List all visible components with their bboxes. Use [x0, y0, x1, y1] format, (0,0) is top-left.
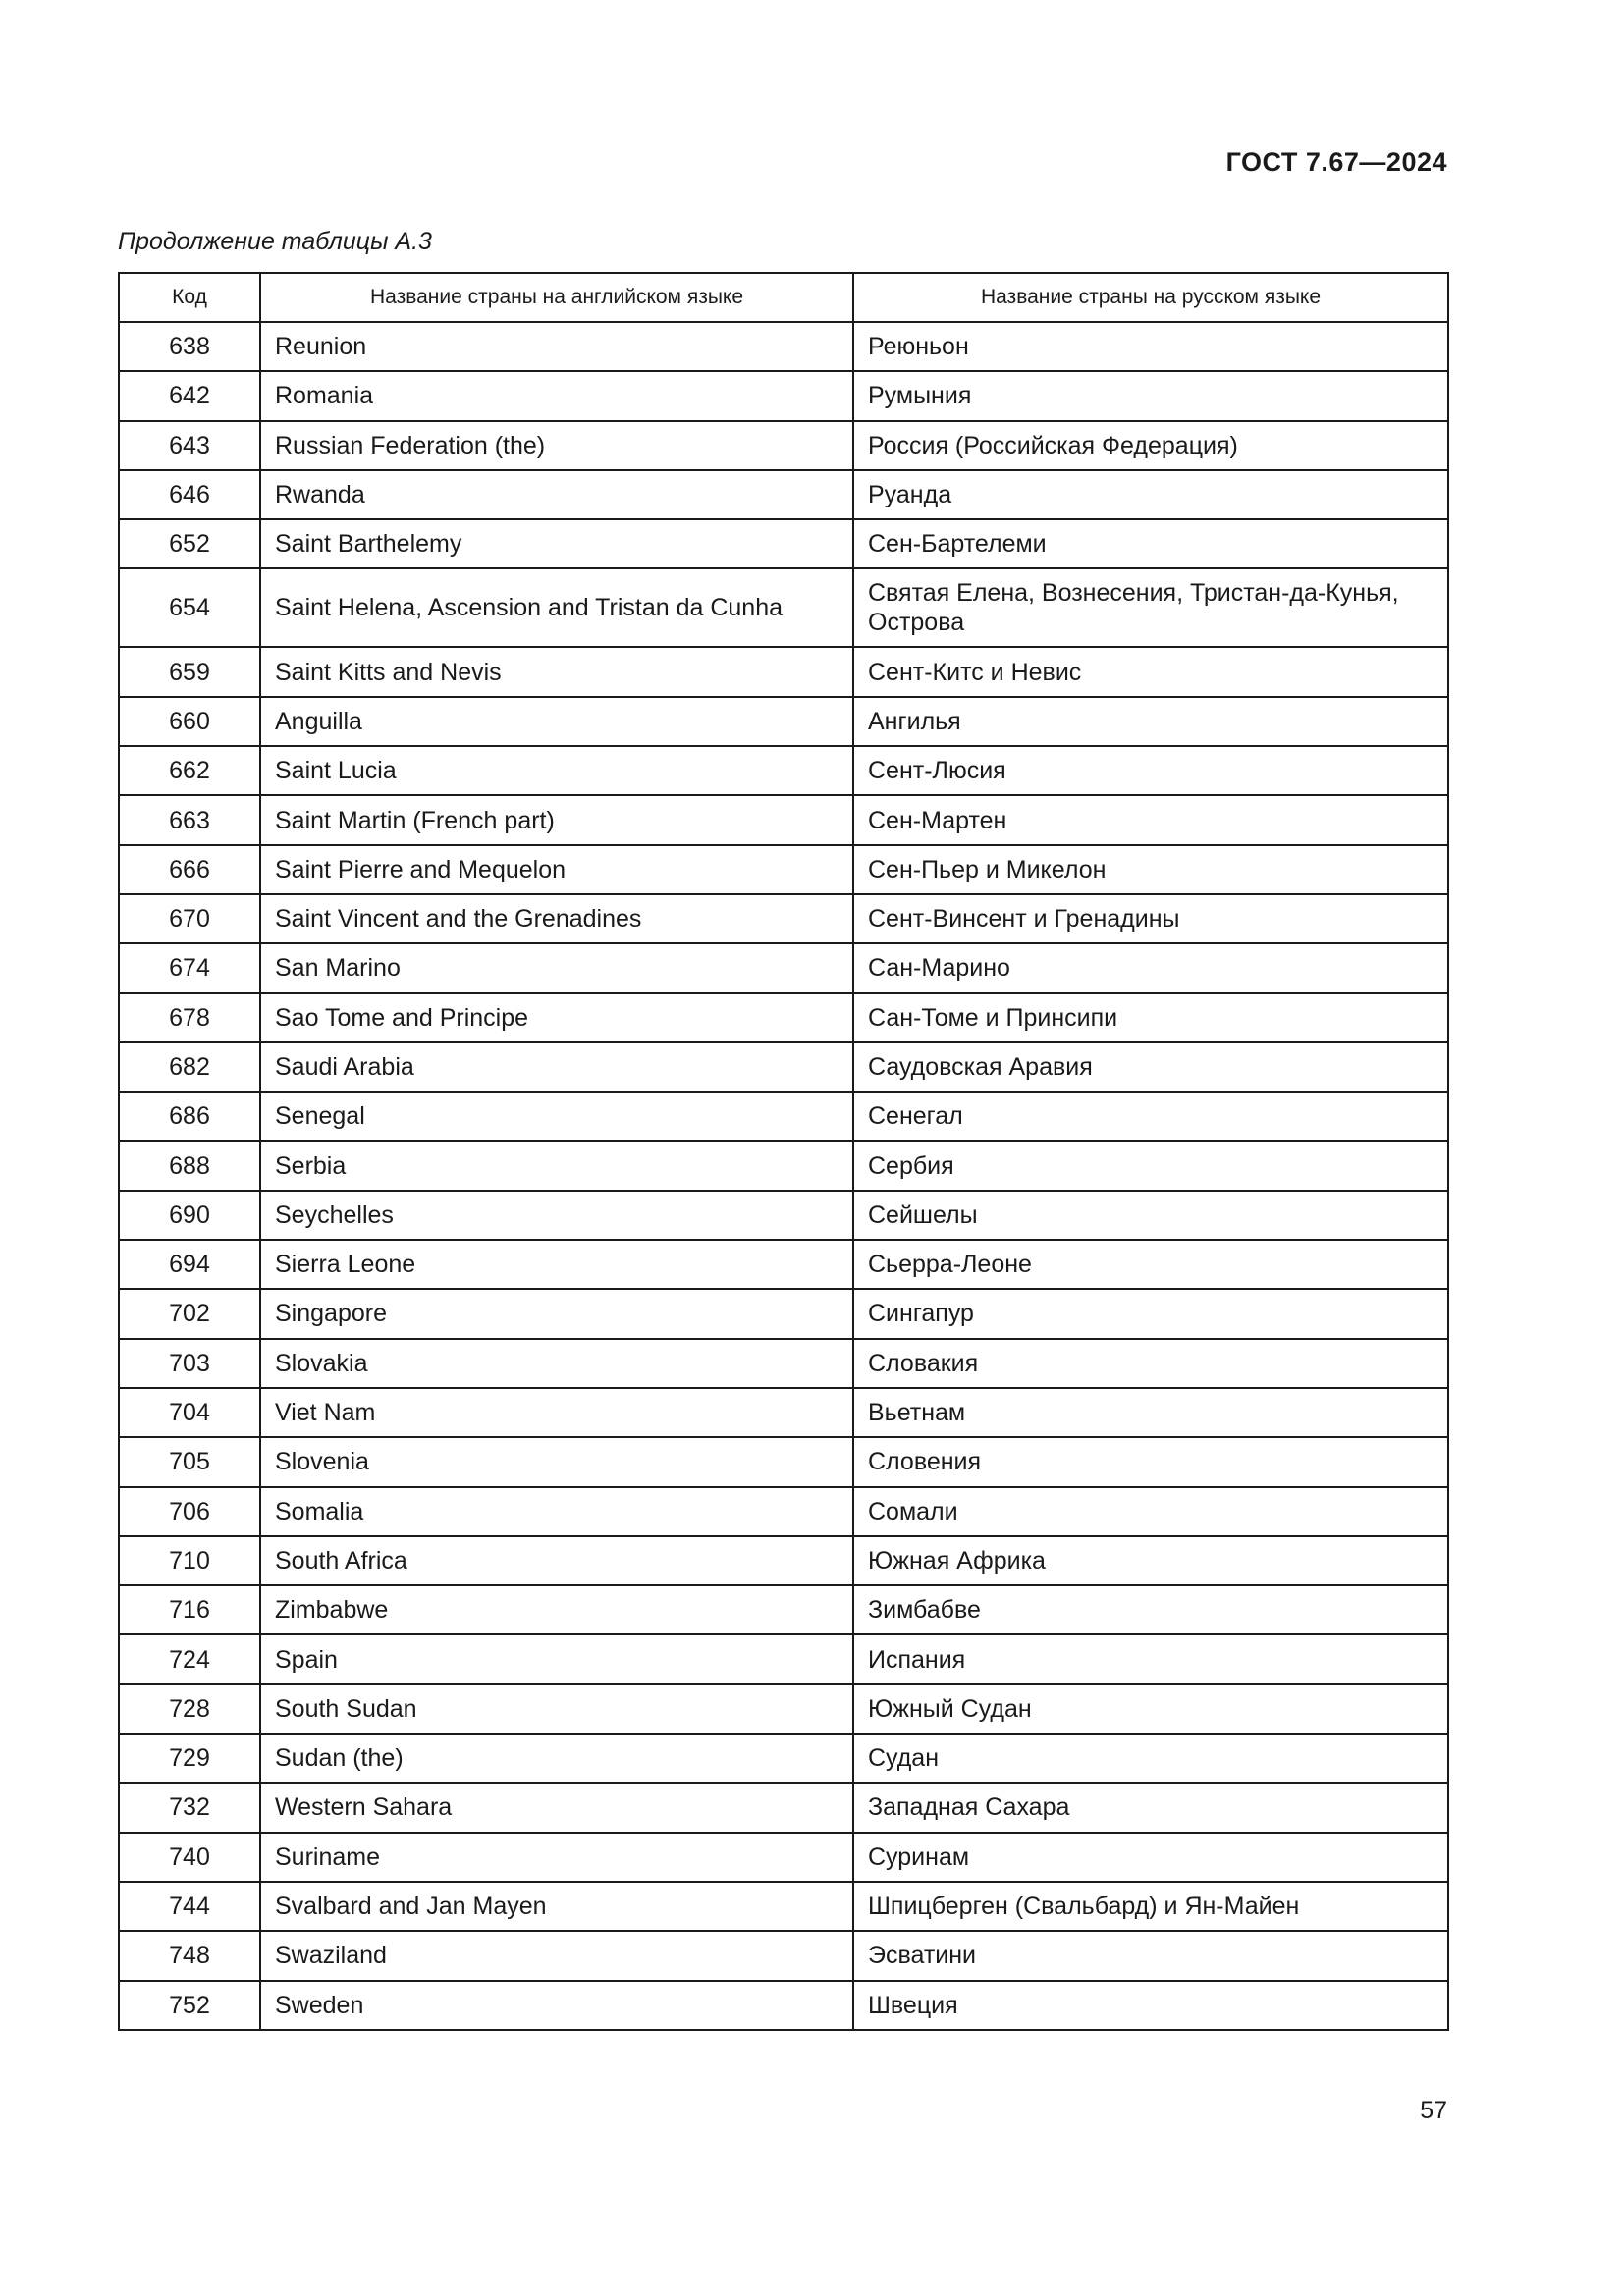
- table-row: [119, 1191, 1448, 1240]
- table-row: [119, 1388, 1448, 1437]
- country-code-cell: 740: [119, 1833, 260, 1882]
- country-code-cell: 694: [119, 1240, 260, 1289]
- country-name-english-cell: Saint Barthelemy: [260, 519, 853, 568]
- country-name-russian-cell: Южный Судан: [853, 1684, 1448, 1734]
- country-name-english-cell: Russian Federation (the): [260, 421, 853, 470]
- country-code-cell: 744: [119, 1882, 260, 1931]
- table-row: [119, 1437, 1448, 1486]
- country-code-cell: 674: [119, 943, 260, 992]
- country-name-english-cell: San Marino: [260, 943, 853, 992]
- table-row: [119, 1734, 1448, 1783]
- country-name-russian-cell: Румыния: [853, 371, 1448, 420]
- country-name-russian-cell: Южная Африка: [853, 1536, 1448, 1585]
- table-row: [119, 519, 1448, 568]
- country-name-russian-cell: Швеция: [853, 1981, 1448, 2030]
- country-name-english-cell: Viet Nam: [260, 1388, 853, 1437]
- table-row: [119, 894, 1448, 943]
- country-name-english-cell: Suriname: [260, 1833, 853, 1882]
- table-row: [119, 1487, 1448, 1536]
- table-row: [119, 1981, 1448, 2030]
- country-code-cell: 748: [119, 1931, 260, 1980]
- country-name-english-cell: Saint Vincent and the Grenadines: [260, 894, 853, 943]
- table-row: [119, 1042, 1448, 1092]
- country-name-russian-cell: Сент-Китс и Невис: [853, 647, 1448, 696]
- country-name-russian-cell: Сомали: [853, 1487, 1448, 1536]
- country-code-cell: 705: [119, 1437, 260, 1486]
- country-name-english-cell: Serbia: [260, 1141, 853, 1190]
- country-name-russian-cell: Словения: [853, 1437, 1448, 1486]
- country-code-cell: 702: [119, 1289, 260, 1338]
- table-row: [119, 1289, 1448, 1338]
- country-code-cell: 686: [119, 1092, 260, 1141]
- table-row: [119, 1931, 1448, 1980]
- column-header-russian-name: Название страны на русском языке: [853, 273, 1448, 322]
- country-name-russian-cell: Сербия: [853, 1141, 1448, 1190]
- country-name-english-cell: Swaziland: [260, 1931, 853, 1980]
- country-code-table: [118, 272, 1449, 2031]
- country-code-cell: 706: [119, 1487, 260, 1536]
- country-code-cell: 682: [119, 1042, 260, 1092]
- country-name-russian-cell: Реюньон: [853, 322, 1448, 371]
- country-name-russian-cell: Руанда: [853, 470, 1448, 519]
- country-name-russian-cell: Сен-Пьер и Микелон: [853, 845, 1448, 894]
- country-code-cell: 670: [119, 894, 260, 943]
- country-name-english-cell: Reunion: [260, 322, 853, 371]
- country-code-cell: 732: [119, 1783, 260, 1832]
- table-row: [119, 1092, 1448, 1141]
- country-code-cell: 663: [119, 795, 260, 844]
- country-name-english-cell: Seychelles: [260, 1191, 853, 1240]
- country-name-english-cell: South Africa: [260, 1536, 853, 1585]
- country-name-english-cell: Svalbard and Jan Mayen: [260, 1882, 853, 1931]
- country-code-cell: 716: [119, 1585, 260, 1634]
- country-name-english-cell: Saint Pierre and Mequelon: [260, 845, 853, 894]
- document-code: ГОСТ 7.67—2024: [1225, 147, 1447, 177]
- country-name-english-cell: Sao Tome and Principe: [260, 993, 853, 1042]
- country-code-cell: 729: [119, 1734, 260, 1783]
- country-code-cell: 659: [119, 647, 260, 696]
- table-row: [119, 1833, 1448, 1882]
- country-code-cell: 646: [119, 470, 260, 519]
- country-name-russian-cell: Сан-Томе и Принсипи: [853, 993, 1448, 1042]
- country-code-cell: 642: [119, 371, 260, 420]
- column-header-english-name: Название страны на английском языке: [260, 273, 853, 322]
- table-row: [119, 746, 1448, 795]
- country-code-cell: 666: [119, 845, 260, 894]
- table-row: [119, 943, 1448, 992]
- country-code-cell: 662: [119, 746, 260, 795]
- country-name-russian-cell: Зимбабве: [853, 1585, 1448, 1634]
- country-code-cell: 752: [119, 1981, 260, 2030]
- country-name-russian-cell: Эсватини: [853, 1931, 1448, 1980]
- table-row: [119, 1141, 1448, 1190]
- country-name-russian-cell: Испания: [853, 1634, 1448, 1683]
- table-row: [119, 1536, 1448, 1585]
- table-row: [119, 1240, 1448, 1289]
- country-name-english-cell: Senegal: [260, 1092, 853, 1141]
- country-name-russian-cell: Сенегал: [853, 1092, 1448, 1141]
- country-name-english-cell: Slovenia: [260, 1437, 853, 1486]
- country-code-cell: 643: [119, 421, 260, 470]
- country-code-cell: 690: [119, 1191, 260, 1240]
- table-row: [119, 421, 1448, 470]
- country-name-russian-cell: Суринам: [853, 1833, 1448, 1882]
- country-code-cell: 652: [119, 519, 260, 568]
- table-caption: Продолжение таблицы А.3: [118, 228, 432, 255]
- country-name-russian-cell: Западная Сахара: [853, 1783, 1448, 1832]
- country-name-russian-cell: Сен-Мартен: [853, 795, 1448, 844]
- country-name-english-cell: Sweden: [260, 1981, 853, 2030]
- country-name-russian-cell: Сьерра-Леоне: [853, 1240, 1448, 1289]
- table-row: [119, 371, 1448, 420]
- country-code-cell: 688: [119, 1141, 260, 1190]
- table-row: [119, 1339, 1448, 1388]
- country-code-cell: 654: [119, 568, 260, 647]
- table-row: [119, 993, 1448, 1042]
- country-code-cell: 724: [119, 1634, 260, 1683]
- country-name-russian-cell: Святая Елена, Вознесения, Тристан-да-Кунья, Острова: [853, 568, 1448, 647]
- country-code-cell: 704: [119, 1388, 260, 1437]
- country-name-english-cell: South Sudan: [260, 1684, 853, 1734]
- country-code-cell: 710: [119, 1536, 260, 1585]
- table-row: [119, 1882, 1448, 1931]
- country-name-english-cell: Saint Helena, Ascension and Tristan da Cunha: [260, 568, 853, 647]
- country-name-russian-cell: Сент-Люсия: [853, 746, 1448, 795]
- table-row: [119, 1634, 1448, 1683]
- column-header-code: Код: [119, 273, 260, 322]
- country-name-russian-cell: Сан-Марино: [853, 943, 1448, 992]
- country-name-english-cell: Saudi Arabia: [260, 1042, 853, 1092]
- table-row: [119, 795, 1448, 844]
- country-name-russian-cell: Судан: [853, 1734, 1448, 1783]
- table-row: [119, 1783, 1448, 1832]
- table-header-row: [119, 273, 1448, 322]
- country-code-cell: 678: [119, 993, 260, 1042]
- country-name-english-cell: Spain: [260, 1634, 853, 1683]
- country-name-russian-cell: Вьетнам: [853, 1388, 1448, 1437]
- table-row: [119, 322, 1448, 371]
- country-name-russian-cell: Шпицберген (Свальбард) и Ян-Майен: [853, 1882, 1448, 1931]
- country-name-russian-cell: Словакия: [853, 1339, 1448, 1388]
- country-name-russian-cell: Сен-Бартелеми: [853, 519, 1448, 568]
- country-name-english-cell: Saint Kitts and Nevis: [260, 647, 853, 696]
- country-name-russian-cell: Сингапур: [853, 1289, 1448, 1338]
- country-name-english-cell: Romania: [260, 371, 853, 420]
- country-name-english-cell: Zimbabwe: [260, 1585, 853, 1634]
- country-name-english-cell: Slovakia: [260, 1339, 853, 1388]
- country-name-english-cell: Saint Lucia: [260, 746, 853, 795]
- country-name-english-cell: Sierra Leone: [260, 1240, 853, 1289]
- table-row: [119, 1684, 1448, 1734]
- country-name-english-cell: Sudan (the): [260, 1734, 853, 1783]
- table-row: [119, 845, 1448, 894]
- country-name-english-cell: Western Sahara: [260, 1783, 853, 1832]
- country-name-russian-cell: Сейшелы: [853, 1191, 1448, 1240]
- table-body: [119, 322, 1448, 2030]
- table-row: [119, 697, 1448, 746]
- table-row: [119, 1585, 1448, 1634]
- table-row: [119, 470, 1448, 519]
- country-code-cell: 660: [119, 697, 260, 746]
- country-name-english-cell: Anguilla: [260, 697, 853, 746]
- table-row: [119, 568, 1448, 647]
- country-code-cell: 638: [119, 322, 260, 371]
- country-name-english-cell: Rwanda: [260, 470, 853, 519]
- country-name-russian-cell: Саудовская Аравия: [853, 1042, 1448, 1092]
- country-name-english-cell: Saint Martin (French part): [260, 795, 853, 844]
- country-code-cell: 728: [119, 1684, 260, 1734]
- country-name-english-cell: Singapore: [260, 1289, 853, 1338]
- country-name-russian-cell: Ангилья: [853, 697, 1448, 746]
- country-name-russian-cell: Россия (Российская Федерация): [853, 421, 1448, 470]
- country-name-english-cell: Somalia: [260, 1487, 853, 1536]
- page-number: 57: [1420, 2097, 1447, 2124]
- table-row: [119, 647, 1448, 696]
- country-code-cell: 703: [119, 1339, 260, 1388]
- country-name-russian-cell: Сент-Винсент и Гренадины: [853, 894, 1448, 943]
